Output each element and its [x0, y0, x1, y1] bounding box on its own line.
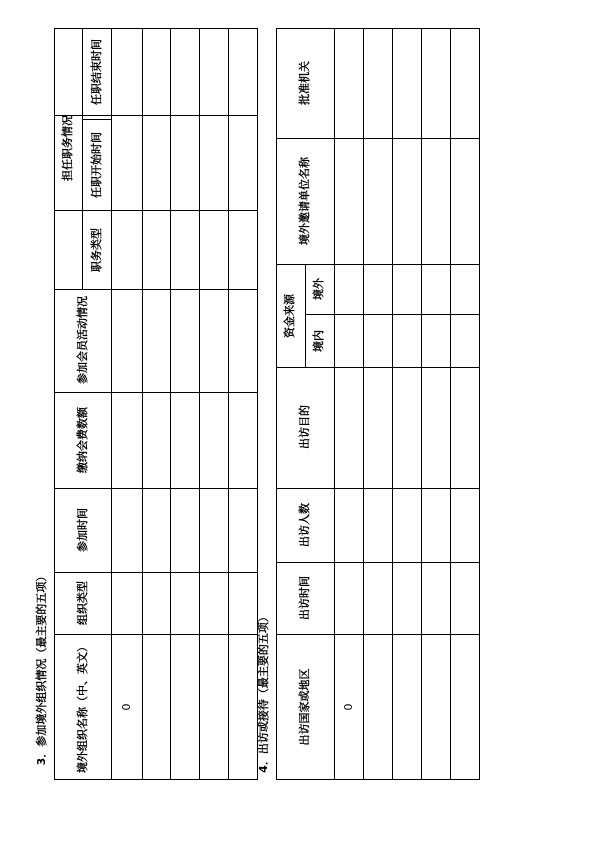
header-purpose: 出访目的	[298, 405, 311, 449]
header-funding: 资金来源	[283, 294, 296, 338]
header-join-time: 参加时间	[76, 508, 89, 552]
header-position-group: 担任职务情况	[61, 115, 74, 181]
section3-row-value: 0	[120, 703, 133, 711]
header-approver: 批准机关	[298, 61, 311, 105]
header-country: 出访国家或地区	[298, 668, 311, 746]
header-fee: 缴纳会费数额	[76, 407, 89, 473]
section4-title: 4．出访或接待（最主要的五项）	[257, 611, 270, 773]
header-visit-time: 出访时间	[298, 576, 311, 620]
header-position-type: 职务类型	[90, 228, 103, 272]
header-activities: 参加会员活动情况	[76, 296, 89, 384]
header-inviter: 境外邀请单位名称	[298, 157, 311, 245]
header-org-type: 组织类型	[76, 581, 89, 625]
header-overseas: 境外	[312, 278, 325, 300]
section3-title: 3．参加境外组织情况（最主要的五项）	[35, 570, 48, 766]
header-end-time: 任职结束时间	[90, 39, 103, 105]
section4-row-value: 0	[342, 703, 355, 711]
header-visitors: 出访人数	[298, 503, 311, 547]
header-domestic: 境内	[312, 330, 325, 352]
header-org-name: 境外组织名称（中、英文）	[76, 641, 89, 773]
header-start-time: 任职开始时间	[90, 132, 103, 198]
